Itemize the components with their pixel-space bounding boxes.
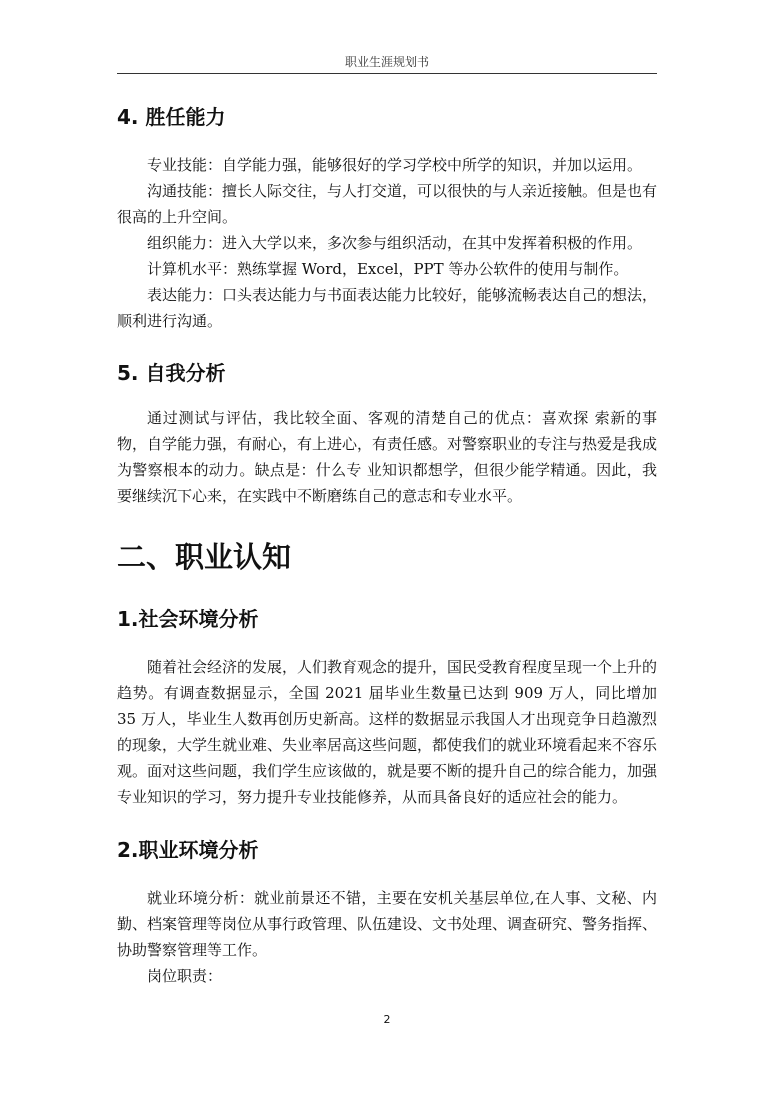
paragraph-computer-level: 计算机水平：熟练掌握 Word，Excel，PPT 等办公软件的使用与制作。 [147, 260, 629, 278]
header-divider [117, 73, 657, 74]
paragraph-communication-skill: 沟通技能：擅长人际交往，与人打交道，可以很快的与人亲近接触。但是也有很高的上升空间。 [117, 182, 658, 226]
paragraph-organization-ability: 组织能力：进入大学以来，多次参与组织活动，在其中发挥着积极的作用。 [147, 234, 643, 252]
chapter-heading-career-cognition: 二、职业认知 [117, 540, 292, 574]
paragraph-job-duties-label: 岗位职责： [147, 967, 223, 985]
section-heading-competence: 4. 胜任能力 [117, 105, 226, 129]
subsection-heading-social-environment: 1.社会环境分析 [117, 607, 259, 631]
subsection-heading-career-environment: 2.职业环境分析 [117, 838, 259, 862]
paragraph-self-analysis: 通过测试与评估，我比较全面、客观的清楚自己的优点：喜欢探 索新的事物，自学能力强，有耐心，有上进心，有责任感。对警察职业的专注与热爱是我成为警察根本的动力。缺点是：什么专 业知识都想学，但很少能学精通。因此，我要继续沉下心来，在实践中不断磨练自己的意志和专业水平。 [117, 409, 658, 505]
paragraph-social-environment: 随着社会经济的发展，人们教育观念的提升，国民受教育程度呈现一个上升的趋势。有调查数据显示，全国 2021 届毕业生数量已达到 909 万人，同比增加 35 万人，毕业生人数再创历史新高。这样的数据显示我国人才出现竞争日趋激烈的现象，大学生就业难、失业率居高这些问题，都使我们的就业环境看起来不容乐观。面对这些问题，我们学生应该做的，就是要不断的提升自己的综合能力，加强专业知识的学习，努力提升专业技能修养，从而具备良好的适应社会的能力。 [117, 658, 658, 806]
paragraph-professional-skill: 专业技能：自学能力强，能够很好的学习学校中所学的知识，并加以运用。 [147, 156, 643, 174]
page-number: 2 [383, 1013, 391, 1026]
paragraph-expression-ability: 表达能力：口头表达能力与书面表达能力比较好，能够流畅表达自己的想法，顺利进行沟通。 [117, 286, 658, 330]
paragraph-employment-environment: 就业环境分析：就业前景还不错，主要在安机关基层单位,在人事、文秘、内勤、档案管理等岗位从事行政管理、队伍建设、文书处理、调查研究、警务指挥、协助警察管理等工作。 [117, 889, 658, 959]
header-title: 职业生涯规划书 [344, 55, 429, 69]
section-heading-self-analysis: 5. 自我分析 [117, 361, 226, 385]
